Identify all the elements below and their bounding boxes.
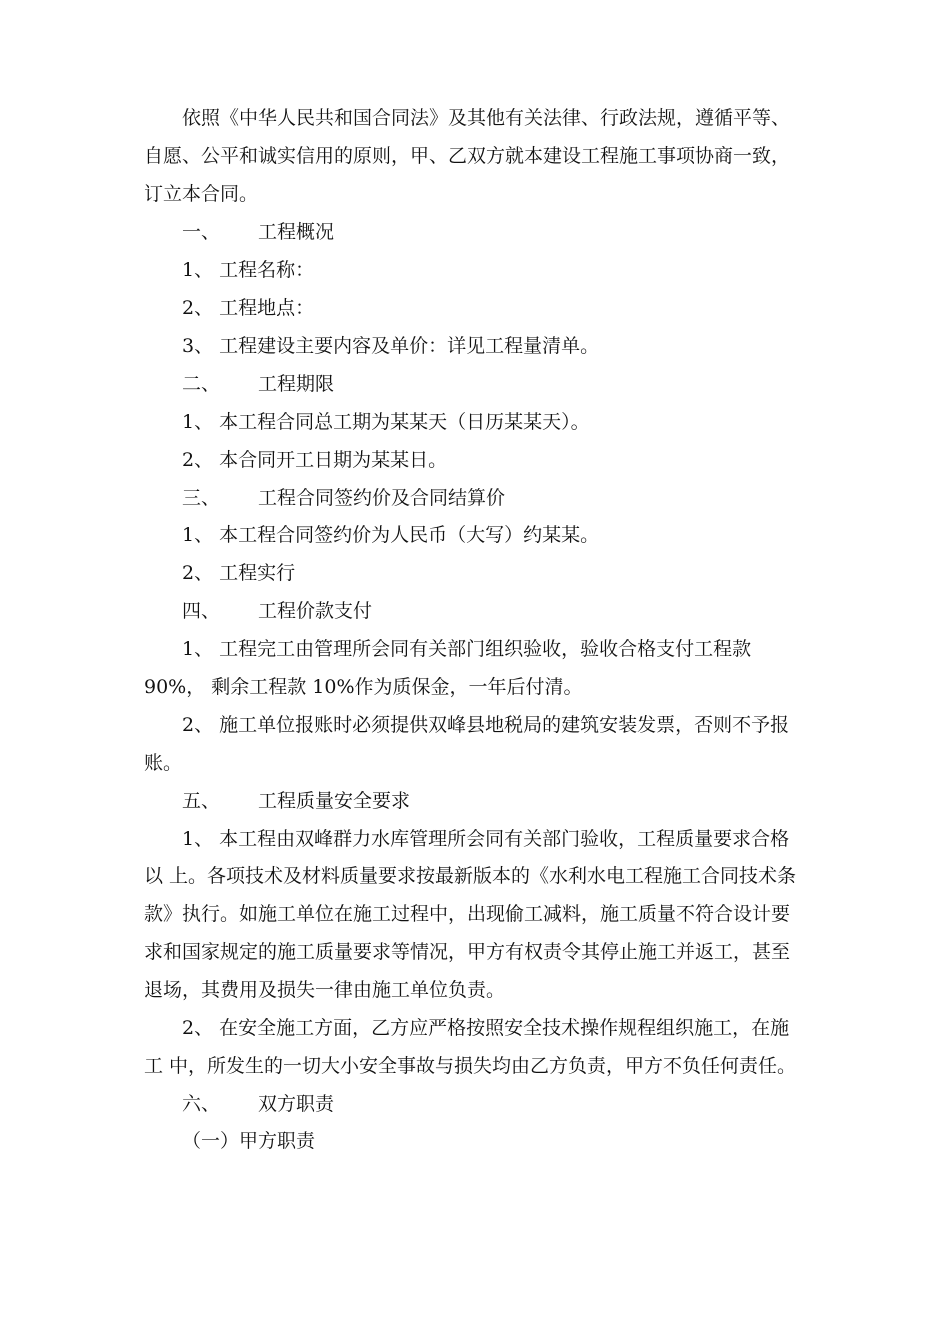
section-title: 工程期限 [258,373,335,395]
section-number: 三、 [182,487,221,509]
list-item: 1、 本工程合同签约价为人民币（大写）约某某。 [182,524,600,546]
list-item: 2、 工程实行 [182,562,296,584]
paragraph-line: 2、 施工单位报账时必须提供双峰县地税局的建筑安装发票，否则不予报 [182,714,790,736]
section-title: 工程质量安全要求 [258,790,411,812]
paragraph-line: 工 中，所发生的一切大小安全事故与损失均由乙方负责，甲方不负任何责任。 [144,1055,797,1077]
intro-line: 自愿、公平和诚实信用的原则，甲、乙双方就本建设工程施工事项协商一致， [144,145,791,167]
section-title: 工程合同签约价及合同结算价 [258,487,506,509]
section-number: 六、 [182,1093,221,1115]
paragraph-line: 2、 在安全施工方面，乙方应严格按照安全技术操作规程组织施工，在施 [182,1017,790,1039]
section-number: 一、 [182,221,221,243]
section-title: 工程价款支付 [258,600,373,622]
section-number: 二、 [182,373,221,395]
paragraph-line: 款》执行。如施工单位在施工过程中，出现偷工减料，施工质量不符合设计要 [144,903,791,925]
list-item: 1、 本工程合同总工期为某某天（日历某某天）。 [182,411,590,433]
section-number: 四、 [182,600,221,622]
list-item: 2、 工程地点： [182,297,315,319]
paragraph-line: 1、 工程完工由管理所会同有关部门组织验收，验收合格支付工程款 [182,638,752,660]
list-item: 1、 工程名称： [182,259,315,281]
section-title: 双方职责 [258,1093,335,1115]
subsection-title: （一）甲方职责 [182,1130,316,1152]
section-title: 工程概况 [258,221,335,243]
paragraph-line: 账。 [144,752,183,774]
paragraph-line: 求和国家规定的施工质量要求等情况，甲方有权责令其停止施工并返工，甚至 [144,941,791,963]
list-item: 3、 工程建设主要内容及单价：详见工程量清单。 [182,335,600,357]
paragraph-line: 1、 本工程由双峰群力水库管理所会同有关部门验收，工程质量要求合格 [182,828,790,850]
paragraph-line: 90%， 剩余工程款 10%作为质保金，一年后付清。 [144,676,583,698]
list-item: 2、 本合同开工日期为某某日。 [182,449,448,471]
intro-line: 依照《中华人民共和国合同法》及其他有关法律、行政法规，遵循平等、 [182,107,791,129]
intro-line: 订立本合同。 [144,183,259,205]
section-number: 五、 [182,790,221,812]
paragraph-line: 以 上。各项技术及材料质量要求按最新版本的《水利水电工程施工合同技术条 [144,865,797,887]
paragraph-line: 退场，其费用及损失一律由施工单位负责。 [144,979,506,1001]
